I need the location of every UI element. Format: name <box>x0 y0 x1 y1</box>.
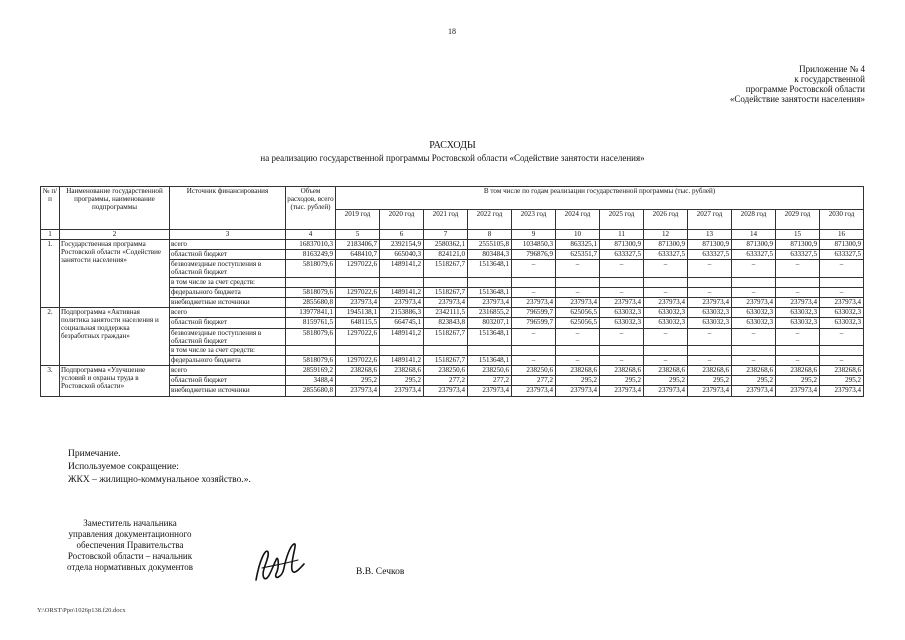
year-value: 238268,6 <box>600 366 644 376</box>
year-value: 633032,3 <box>600 318 644 328</box>
year-value: 237973,4 <box>644 386 688 396</box>
appendix-line-3: программе Ростовской области <box>745 84 865 94</box>
column-number: 14 <box>732 230 776 240</box>
row-num: 1. <box>41 240 60 308</box>
year-value: 238268,6 <box>644 366 688 376</box>
year-value <box>732 345 776 355</box>
column-number: 6 <box>380 230 424 240</box>
year-value: – <box>600 355 644 365</box>
header-num: № п/п <box>41 187 60 230</box>
year-value: 1513648,1 <box>468 355 512 365</box>
page-number: 18 <box>448 27 456 36</box>
year-value: 633032,3 <box>600 308 644 318</box>
year-value: 1297022,6 <box>336 287 380 297</box>
year-value <box>820 345 864 355</box>
year-value: 633327,5 <box>644 250 688 260</box>
year-value: 633032,3 <box>776 318 820 328</box>
row-num: 3. <box>41 366 60 397</box>
total-value: 3488,4 <box>286 376 336 386</box>
year-value: 1297022,6 <box>336 328 380 345</box>
total-value <box>286 345 336 355</box>
column-number: 12 <box>644 230 688 240</box>
year-value: 2342111,5 <box>424 308 468 318</box>
year-value <box>776 277 820 287</box>
year-value: 238250,6 <box>468 366 512 376</box>
signature-image <box>250 538 310 588</box>
year-value: – <box>776 287 820 297</box>
year-value: 2183406,7 <box>336 240 380 250</box>
year-value: 648410,7 <box>336 250 380 260</box>
appendix-line-2: к государственной <box>794 74 865 84</box>
year-value: 238268,6 <box>556 366 600 376</box>
year-value: 295,2 <box>556 376 600 386</box>
funding-source: безвозмездные поступления в областной бюджет <box>170 328 286 345</box>
header-year: 2030 год <box>820 210 864 230</box>
year-value <box>820 277 864 287</box>
funding-source: федерального бюджета <box>170 287 286 297</box>
year-value <box>776 345 820 355</box>
year-value <box>600 277 644 287</box>
program-name: Подпрограмма «Активная политика занятости населения и социальная поддержка безработных граждан» <box>60 308 170 366</box>
year-value <box>424 345 468 355</box>
signer-line-3: обеспечения Правительства <box>76 540 184 550</box>
funding-source: всего <box>170 308 286 318</box>
year-value: 237973,4 <box>380 386 424 396</box>
year-value: 1297022,6 <box>336 355 380 365</box>
column-number: 8 <box>468 230 512 240</box>
year-value: – <box>820 260 864 277</box>
year-value: 237973,4 <box>468 386 512 396</box>
year-value: – <box>556 328 600 345</box>
year-value: 1489141,2 <box>380 328 424 345</box>
column-number: 15 <box>776 230 820 240</box>
year-value: 238250,6 <box>424 366 468 376</box>
header-year: 2026 год <box>644 210 688 230</box>
year-value: 665040,3 <box>380 250 424 260</box>
year-value: 1513648,1 <box>468 287 512 297</box>
total-value: 5818079,6 <box>286 260 336 277</box>
column-number: 16 <box>820 230 864 240</box>
year-value: 237973,4 <box>732 386 776 396</box>
year-value: 237973,4 <box>776 297 820 307</box>
year-value: 295,2 <box>776 376 820 386</box>
appendix-line-4: «Содействие занятости населения» <box>729 94 865 104</box>
year-value: – <box>512 287 556 297</box>
year-value <box>468 277 512 287</box>
table-row <box>41 308 864 318</box>
table-row <box>41 240 864 250</box>
year-value: – <box>732 355 776 365</box>
total-value: 13977841,1 <box>286 308 336 318</box>
year-value: 2392154,9 <box>380 240 424 250</box>
year-value: 237973,4 <box>600 297 644 307</box>
year-value <box>424 277 468 287</box>
year-value: 823843,8 <box>424 318 468 328</box>
funding-source: федерального бюджета <box>170 355 286 365</box>
funding-source: внебюджетные источники <box>170 297 286 307</box>
year-value: 633327,5 <box>732 250 776 260</box>
note-block <box>68 448 251 487</box>
year-value: – <box>820 287 864 297</box>
year-value <box>688 277 732 287</box>
year-value: – <box>600 287 644 297</box>
year-value: 633032,3 <box>688 318 732 328</box>
year-value: 237973,4 <box>380 297 424 307</box>
year-value: 237973,4 <box>820 297 864 307</box>
year-value: 237973,4 <box>468 297 512 307</box>
year-value: 625056,5 <box>556 308 600 318</box>
year-value: 237973,4 <box>512 297 556 307</box>
year-value: 1297022,6 <box>336 260 380 277</box>
year-value: – <box>600 260 644 277</box>
year-value: 871300,9 <box>644 240 688 250</box>
year-value: 871300,9 <box>732 240 776 250</box>
column-number: 1 <box>41 230 60 240</box>
year-value: – <box>732 328 776 345</box>
year-value: – <box>776 355 820 365</box>
table-row <box>41 366 864 376</box>
signer-line-4: Ростовской области – начальник <box>67 551 193 561</box>
total-value <box>286 277 336 287</box>
total-value: 2859169,2 <box>286 366 336 376</box>
year-value: 237973,4 <box>776 386 820 396</box>
year-value: – <box>512 355 556 365</box>
appendix-header <box>625 64 865 104</box>
column-number: 2 <box>60 230 170 240</box>
total-value: 2855680,8 <box>286 386 336 396</box>
total-value: 16837010,3 <box>286 240 336 250</box>
funding-source: безвозмездные поступления в областной бюджет <box>170 260 286 277</box>
year-value: – <box>688 287 732 297</box>
column-number: 9 <box>512 230 556 240</box>
total-value: 5818079,6 <box>286 355 336 365</box>
funding-source: областной бюджет <box>170 318 286 328</box>
year-value <box>644 277 688 287</box>
year-value: 1489141,2 <box>380 287 424 297</box>
column-number: 3 <box>170 230 286 240</box>
header-total: Объем расходов, всего (тыс. рублей) <box>286 187 336 230</box>
year-value: 633032,3 <box>820 318 864 328</box>
year-value: 237973,4 <box>600 386 644 396</box>
row-num: 2. <box>41 308 60 366</box>
appendix-line-1: Приложение № 4 <box>799 64 865 74</box>
note-abbrev: ЖКХ – жилищно-коммунальное хозяйство.». <box>68 475 251 485</box>
year-value: 871300,9 <box>776 240 820 250</box>
header-year: 2022 год <box>468 210 512 230</box>
year-value: 1945138,1 <box>336 308 380 318</box>
year-value: 2580362,1 <box>424 240 468 250</box>
year-value <box>468 345 512 355</box>
year-value: 237973,4 <box>336 297 380 307</box>
year-value <box>380 345 424 355</box>
year-value: 238268,6 <box>776 366 820 376</box>
year-value: 237973,4 <box>336 386 380 396</box>
year-value: 633032,3 <box>732 308 776 318</box>
year-value <box>556 345 600 355</box>
year-value: 238268,6 <box>820 366 864 376</box>
column-number: 5 <box>336 230 380 240</box>
year-value: – <box>556 355 600 365</box>
year-value: 1513648,1 <box>468 328 512 345</box>
year-value: 238250,6 <box>512 366 556 376</box>
year-value: – <box>732 287 776 297</box>
year-value: 625056,5 <box>556 318 600 328</box>
year-value: – <box>556 287 600 297</box>
year-value: 824121,0 <box>424 250 468 260</box>
note-abbrev-heading: Используемое сокращение: <box>68 462 179 472</box>
year-value: 863325,1 <box>556 240 600 250</box>
total-value: 5818079,6 <box>286 328 336 345</box>
header-year: 2019 год <box>336 210 380 230</box>
year-value: – <box>556 260 600 277</box>
year-value: 796599,7 <box>512 318 556 328</box>
header-year: 2023 год <box>512 210 556 230</box>
year-value: 871300,9 <box>820 240 864 250</box>
signer-line-2: управления документационного <box>68 529 192 539</box>
year-value: 2555105,8 <box>468 240 512 250</box>
header-year: 2021 год <box>424 210 468 230</box>
year-value: 1489141,2 <box>380 355 424 365</box>
year-value: 238268,6 <box>336 366 380 376</box>
year-value: 237973,4 <box>644 297 688 307</box>
year-value: – <box>820 328 864 345</box>
column-number: 7 <box>424 230 468 240</box>
total-value: 2855680,8 <box>286 297 336 307</box>
year-value: – <box>688 355 732 365</box>
header-years-group: В том числе по годам реализации государственной программы (тыс. рублей) <box>336 187 864 210</box>
column-number: 11 <box>600 230 644 240</box>
year-value: 803207,1 <box>468 318 512 328</box>
year-value: 237973,4 <box>556 297 600 307</box>
year-value: 237973,4 <box>556 386 600 396</box>
year-value: 238268,6 <box>732 366 776 376</box>
funding-source: в том числе за счет средств: <box>170 277 286 287</box>
header-year: 2027 год <box>688 210 732 230</box>
year-value: 796876,9 <box>512 250 556 260</box>
year-value: – <box>820 355 864 365</box>
note-title: Примечание. <box>68 449 121 459</box>
funding-source: внебюджетные источники <box>170 386 286 396</box>
year-value: 648115,5 <box>336 318 380 328</box>
program-name: Государственная программа Ростовской области «Содействие занятости населения» <box>60 240 170 308</box>
year-value <box>556 277 600 287</box>
signer-position <box>60 518 200 573</box>
year-value: – <box>600 328 644 345</box>
year-value: – <box>644 260 688 277</box>
year-value: 625351,7 <box>556 250 600 260</box>
year-value: 237973,4 <box>688 297 732 307</box>
year-value: 633032,3 <box>820 308 864 318</box>
total-value: 5818079,6 <box>286 287 336 297</box>
year-value: 238268,6 <box>688 366 732 376</box>
total-value: 8163249,9 <box>286 250 336 260</box>
year-value: 1034850,3 <box>512 240 556 250</box>
year-value: 796599,7 <box>512 308 556 318</box>
year-value: 237973,4 <box>424 386 468 396</box>
year-value <box>336 345 380 355</box>
year-value: 871300,9 <box>600 240 644 250</box>
header-source: Источник финансирования <box>170 187 286 230</box>
year-value: 633032,3 <box>644 318 688 328</box>
year-value <box>380 277 424 287</box>
year-value <box>512 277 556 287</box>
year-value: 1513648,1 <box>468 260 512 277</box>
funding-source: областной бюджет <box>170 250 286 260</box>
year-value: – <box>644 287 688 297</box>
program-name: Подпрограмма «Улучшение условий и охраны труда в Ростовской области» <box>60 366 170 397</box>
year-value: 1489141,2 <box>380 260 424 277</box>
header-year: 2029 год <box>776 210 820 230</box>
column-number: 10 <box>556 230 600 240</box>
signer-line-5: отдела нормативных документов <box>67 562 193 572</box>
year-value: 1518267,7 <box>424 355 468 365</box>
year-value: 871300,9 <box>688 240 732 250</box>
year-value: 633032,3 <box>644 308 688 318</box>
year-value: 238268,6 <box>380 366 424 376</box>
year-value: – <box>688 328 732 345</box>
year-value: 237973,4 <box>820 386 864 396</box>
funding-source: всего <box>170 366 286 376</box>
year-value: 633327,5 <box>688 250 732 260</box>
header-name: Наименование государственной программы, наименование подпрограммы <box>60 187 170 230</box>
document-subtitle: на реализацию государственной программы Ростовской области «Содействие занятости населения» <box>260 153 645 163</box>
file-path: Y:\ORST\Ppo\1026p138.f20.docx <box>37 607 126 614</box>
column-number: 4 <box>286 230 336 240</box>
year-value: 295,2 <box>644 376 688 386</box>
header-year: 2020 год <box>380 210 424 230</box>
year-value: 277,2 <box>468 376 512 386</box>
year-value: 277,2 <box>424 376 468 386</box>
year-value: 295,2 <box>820 376 864 386</box>
year-value: – <box>512 260 556 277</box>
year-value: – <box>512 328 556 345</box>
signer-line-1: Заместитель начальника <box>83 518 177 528</box>
total-value: 8159761,5 <box>286 318 336 328</box>
year-value: 237973,4 <box>424 297 468 307</box>
year-value: 295,2 <box>732 376 776 386</box>
year-value <box>336 277 380 287</box>
document-title: РАСХОДЫ <box>429 140 476 151</box>
year-value: 2316855,2 <box>468 308 512 318</box>
year-value: – <box>644 328 688 345</box>
year-value: 2153886,3 <box>380 308 424 318</box>
year-value: 633032,3 <box>776 308 820 318</box>
header-year: 2024 год <box>556 210 600 230</box>
year-value: 295,2 <box>380 376 424 386</box>
year-value: 237973,4 <box>732 297 776 307</box>
funding-source: в том числе за счет средств: <box>170 345 286 355</box>
year-value <box>644 345 688 355</box>
year-value <box>732 277 776 287</box>
year-value: – <box>644 355 688 365</box>
year-value: 664745,1 <box>380 318 424 328</box>
year-value: 633327,5 <box>820 250 864 260</box>
year-value <box>512 345 556 355</box>
year-value: 295,2 <box>336 376 380 386</box>
year-value: 1518267,7 <box>424 260 468 277</box>
year-value: – <box>688 260 732 277</box>
year-value: 803484,3 <box>468 250 512 260</box>
header-year: 2028 год <box>732 210 776 230</box>
year-value: 633327,5 <box>600 250 644 260</box>
year-value: – <box>732 260 776 277</box>
year-value: 237973,4 <box>512 386 556 396</box>
year-value: 237973,4 <box>688 386 732 396</box>
year-value <box>688 345 732 355</box>
column-number: 13 <box>688 230 732 240</box>
year-value: 633032,3 <box>688 308 732 318</box>
funding-source: всего <box>170 240 286 250</box>
year-value: – <box>776 260 820 277</box>
year-value: 633032,3 <box>732 318 776 328</box>
year-value: 295,2 <box>600 376 644 386</box>
header-year: 2025 год <box>600 210 644 230</box>
year-value: 1518267,7 <box>424 287 468 297</box>
funding-source: областной бюджет <box>170 376 286 386</box>
year-value: 295,2 <box>688 376 732 386</box>
year-value: 277,2 <box>512 376 556 386</box>
year-value <box>600 345 644 355</box>
year-value: 633327,5 <box>776 250 820 260</box>
year-value: – <box>776 328 820 345</box>
signer-name: В.В. Сечков <box>356 567 405 577</box>
expenses-table <box>40 186 864 397</box>
year-value: 1518267,7 <box>424 328 468 345</box>
